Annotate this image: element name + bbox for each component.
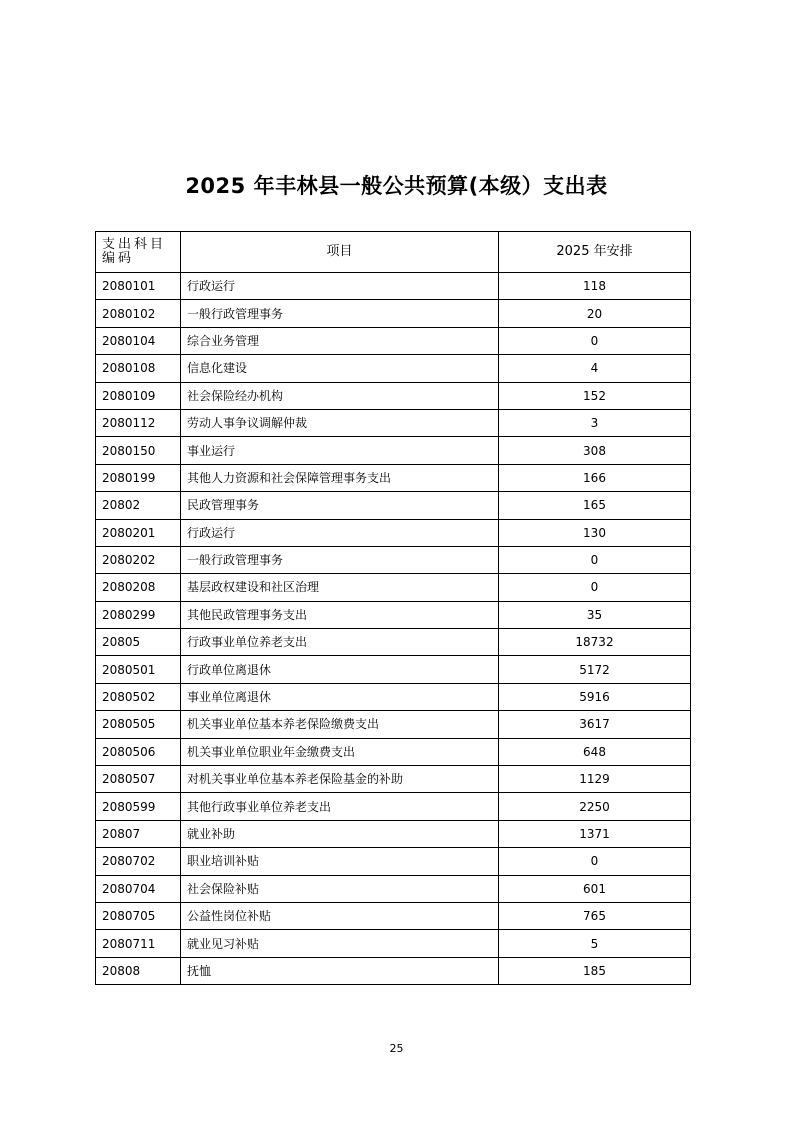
code-cell: 2080202 [96,546,181,573]
item-cell: 行政运行 [181,273,499,300]
code-cell: 2080108 [96,355,181,382]
code-cell: 2080299 [96,601,181,628]
amount-cell: 1371 [499,820,691,847]
table-row [96,409,691,436]
code-cell: 2080705 [96,902,181,929]
amount-cell: 35 [499,601,691,628]
table-row [96,355,691,382]
code-cell: 20808 [96,957,181,984]
amount-cell: 0 [499,848,691,875]
table-row [96,766,691,793]
item-cell: 事业单位离退休 [181,683,499,710]
column-header-amount: 2025 年安排 [499,232,691,273]
amount-cell: 185 [499,957,691,984]
amount-cell: 4 [499,355,691,382]
item-cell: 其他人力资源和社会保障管理事务支出 [181,464,499,491]
table-row [96,793,691,820]
table-row [96,930,691,957]
table-row [96,546,691,573]
amount-cell: 3 [499,409,691,436]
item-cell: 基层政权建设和社区治理 [181,574,499,601]
code-cell: 2080501 [96,656,181,683]
page-number: 25 [389,1042,404,1055]
item-cell: 行政运行 [181,519,499,546]
table-row [96,683,691,710]
amount-cell: 3617 [499,711,691,738]
item-cell: 行政事业单位养老支出 [181,629,499,656]
code-cell: 2080199 [96,464,181,491]
table-row [96,519,691,546]
item-cell: 民政管理事务 [181,492,499,519]
amount-cell: 152 [499,382,691,409]
amount-cell: 308 [499,437,691,464]
table-row [96,875,691,902]
item-cell: 劳动人事争议调解仲裁 [181,409,499,436]
amount-cell: 166 [499,464,691,491]
code-cell: 2080702 [96,848,181,875]
code-cell: 2080201 [96,519,181,546]
budget-table [95,231,691,985]
table-row [96,382,691,409]
item-cell: 其他民政管理事务支出 [181,601,499,628]
amount-cell: 0 [499,574,691,601]
item-cell: 事业运行 [181,437,499,464]
item-cell: 社会保险经办机构 [181,382,499,409]
page-title: 2025 年丰林县一般公共预算(本级）支出表 [185,174,608,198]
item-cell: 机关事业单位职业年金缴费支出 [181,738,499,765]
item-cell: 就业见习补贴 [181,930,499,957]
code-cell: 20807 [96,820,181,847]
item-cell: 综合业务管理 [181,327,499,354]
item-cell: 一般行政管理事务 [181,546,499,573]
amount-cell: 5172 [499,656,691,683]
code-cell: 20802 [96,492,181,519]
code-cell: 20805 [96,629,181,656]
item-cell: 抚恤 [181,957,499,984]
amount-cell: 2250 [499,793,691,820]
table-row [96,300,691,327]
amount-cell: 1129 [499,766,691,793]
amount-cell: 0 [499,327,691,354]
table-row [96,820,691,847]
code-cell: 2080101 [96,273,181,300]
table-row [96,902,691,929]
item-cell: 机关事业单位基本养老保险缴费支出 [181,711,499,738]
amount-cell: 130 [499,519,691,546]
amount-cell: 0 [499,546,691,573]
table-row [96,656,691,683]
code-cell: 2080104 [96,327,181,354]
table-row [96,711,691,738]
item-cell: 社会保险补贴 [181,875,499,902]
code-cell: 2080102 [96,300,181,327]
column-header-item: 项目 [181,232,499,273]
item-cell: 职业培训补贴 [181,848,499,875]
code-cell: 2080109 [96,382,181,409]
table-row [96,492,691,519]
table-row [96,464,691,491]
item-cell: 信息化建设 [181,355,499,382]
table-row [96,574,691,601]
code-cell: 2080502 [96,683,181,710]
item-cell: 对机关事业单位基本养老保险基金的补助 [181,766,499,793]
table-row [96,957,691,984]
amount-cell: 5 [499,930,691,957]
code-cell: 2080506 [96,738,181,765]
item-cell: 其他行政事业单位养老支出 [181,793,499,820]
amount-cell: 18732 [499,629,691,656]
code-cell: 2080507 [96,766,181,793]
code-cell: 2080704 [96,875,181,902]
table-row [96,738,691,765]
amount-cell: 118 [499,273,691,300]
code-cell: 2080150 [96,437,181,464]
amount-cell: 765 [499,902,691,929]
amount-cell: 648 [499,738,691,765]
code-cell: 2080599 [96,793,181,820]
item-cell: 一般行政管理事务 [181,300,499,327]
table-row [96,437,691,464]
amount-cell: 165 [499,492,691,519]
code-cell: 2080711 [96,930,181,957]
table-row [96,601,691,628]
table-row [96,629,691,656]
column-header-code: 支出科目编码 [96,232,181,273]
item-cell: 就业补助 [181,820,499,847]
table-row [96,273,691,300]
amount-cell: 601 [499,875,691,902]
code-cell: 2080505 [96,711,181,738]
amount-cell: 5916 [499,683,691,710]
code-cell: 2080112 [96,409,181,436]
amount-cell: 20 [499,300,691,327]
item-cell: 行政单位离退休 [181,656,499,683]
item-cell: 公益性岗位补贴 [181,902,499,929]
table-header-row [96,232,691,273]
code-cell: 2080208 [96,574,181,601]
table-row [96,848,691,875]
table-row [96,327,691,354]
